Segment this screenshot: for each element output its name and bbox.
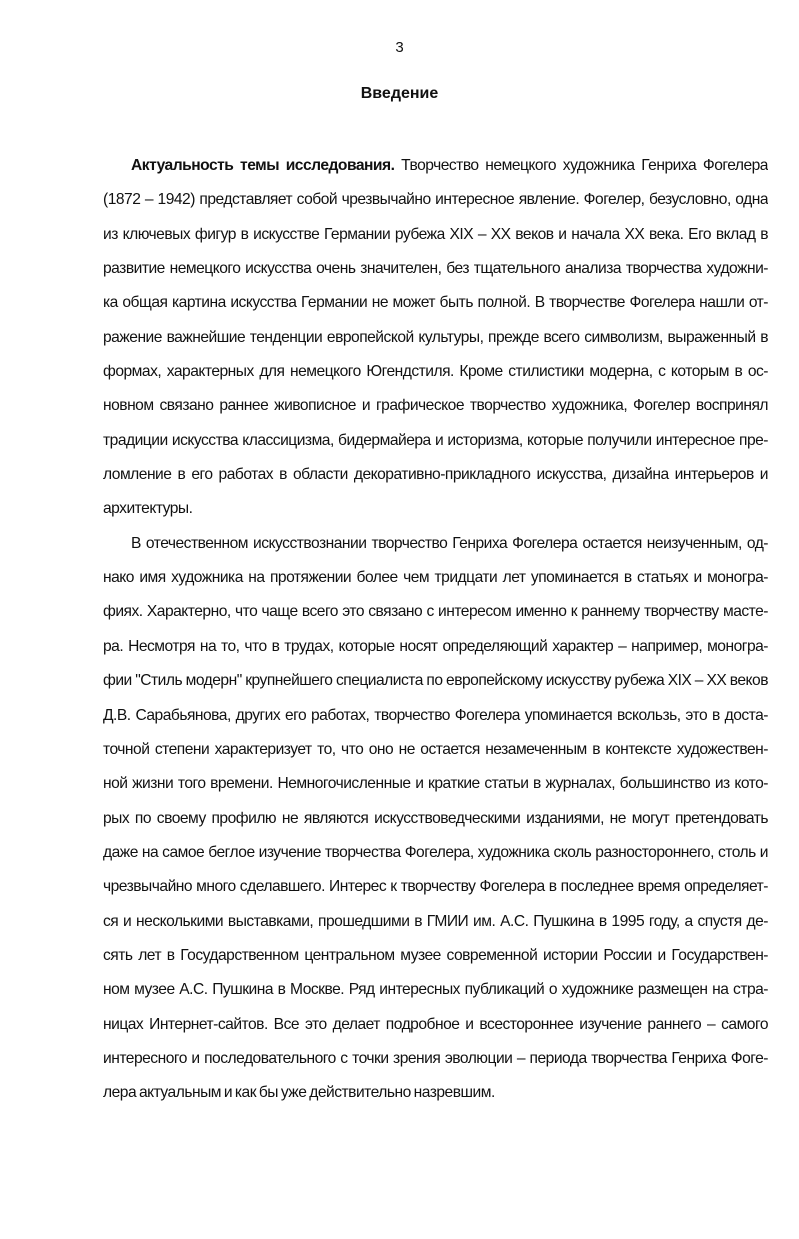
- paragraph-line: В отечественном искусствознании творчество Генриха Фогелера остается неизученным, од-: [131, 534, 768, 552]
- paragraph-line: фии "Стиль модерн" крупнейшего специалиста по европейскому искусству рубежа XIX – XX веков: [103, 672, 768, 690]
- paragraph-line: новном связано раннее живописное и графическое творчество художника, Фогелер воспринял: [103, 397, 768, 415]
- paragraph-line: рых по своему профилю не являются искусствоведческими изданиями, не могут претендовать: [103, 809, 768, 827]
- lead-phrase: Актуальность темы исследования.: [131, 157, 395, 174]
- paragraph-line: нако имя художника на протяжении более чем тридцати лет упоминается в статьях и моногра-: [103, 569, 768, 587]
- paragraph-line: формах, характерных для немецкого Югендстиля. Кроме стилистики модерна, с которым в ос-: [103, 363, 768, 381]
- paragraph-line: чрезвычайно много сделавшего. Интерес к творчеству Фогелера в последнее время определяет-: [103, 878, 768, 896]
- section-title: Введение: [360, 85, 439, 102]
- paragraph-line: из ключевых фигур в искусстве Германии рубежа XIX – XX веков и начала XX века. Его вклад в: [103, 225, 768, 243]
- page-number: 3: [395, 39, 404, 56]
- paragraph-line: фиях. Характерно, что чаще всего это связано с интересом именно к раннему творчеству масте-: [103, 603, 768, 621]
- paragraph-line: архитектуры.: [103, 500, 193, 518]
- paragraph-line: ражение важнейшие тенденции европейской культуры, прежде всего символизм, выраженный в: [103, 328, 768, 346]
- paragraph-line: точной степени характеризует то, что оно не остается незамеченным в контексте художествен-: [103, 740, 768, 758]
- paragraph-line: (1872 – 1942) представляет собой чрезвычайно интересное явление. Фогелер, безусловно, одна: [103, 191, 768, 209]
- paragraph-line: ницах Интернет-сайтов. Все это делает подробное и всестороннее изучение раннего – самого: [103, 1015, 768, 1033]
- paragraph-line: развитие немецкого искусства очень значителен, без тщательного анализа творчества художни-: [103, 260, 768, 278]
- paragraph-line: Д.В. Сарабьянова, других его работах, творчество Фогелера упоминается вскользь, это в доста-: [103, 706, 768, 724]
- paragraph-line: ной жизни того времени. Немногочисленные и краткие статьи в журналах, большинство из кото-: [103, 775, 768, 793]
- paragraph-line: интересного и последовательного с точки зрения эволюции – периода творчества Генриха Фоге-: [103, 1049, 768, 1067]
- paragraph-line: даже на самое беглое изучение творчества Фогелера, художника сколь разностороннего, столь и: [103, 843, 768, 861]
- paragraph-historiography: [103, 527, 768, 1111]
- paragraph-line: сять лет в Государственном центральном музее современной истории России и Государствен-: [103, 946, 768, 964]
- paragraph-line: лера актуальным и как бы уже действительно назревшим.: [103, 1084, 495, 1102]
- paragraph-line: ломление в его работах в области декоративно-прикладного искусства, дизайна интерьеров и: [103, 466, 768, 484]
- paragraph-relevance: [103, 149, 768, 527]
- paragraph-line: традиции искусства классицизма, бидермайера и историзма, которые получили интересное пре-: [103, 431, 768, 449]
- paragraph-line: ка общая картина искусства Германии не может быть полной. В творчестве Фогелера нашли от-: [103, 294, 768, 312]
- paragraph-line: ра. Несмотря на то, что в трудах, которые носят определяющий характер – например, моногра-: [103, 637, 768, 655]
- paragraph-line: ся и несколькими выставками, прошедшими в ГМИИ им. А.С. Пушкина в 1995 году, а спустя де-: [103, 912, 768, 930]
- body-text: [103, 149, 768, 1111]
- paragraph-line: Актуальность темы исследования. Творчество немецкого художника Генриха Фогелера: [131, 157, 768, 174]
- paragraph-line: ном музее А.С. Пушкина в Москве. Ряд интересных публикаций о художнике размещен на стра-: [103, 981, 768, 999]
